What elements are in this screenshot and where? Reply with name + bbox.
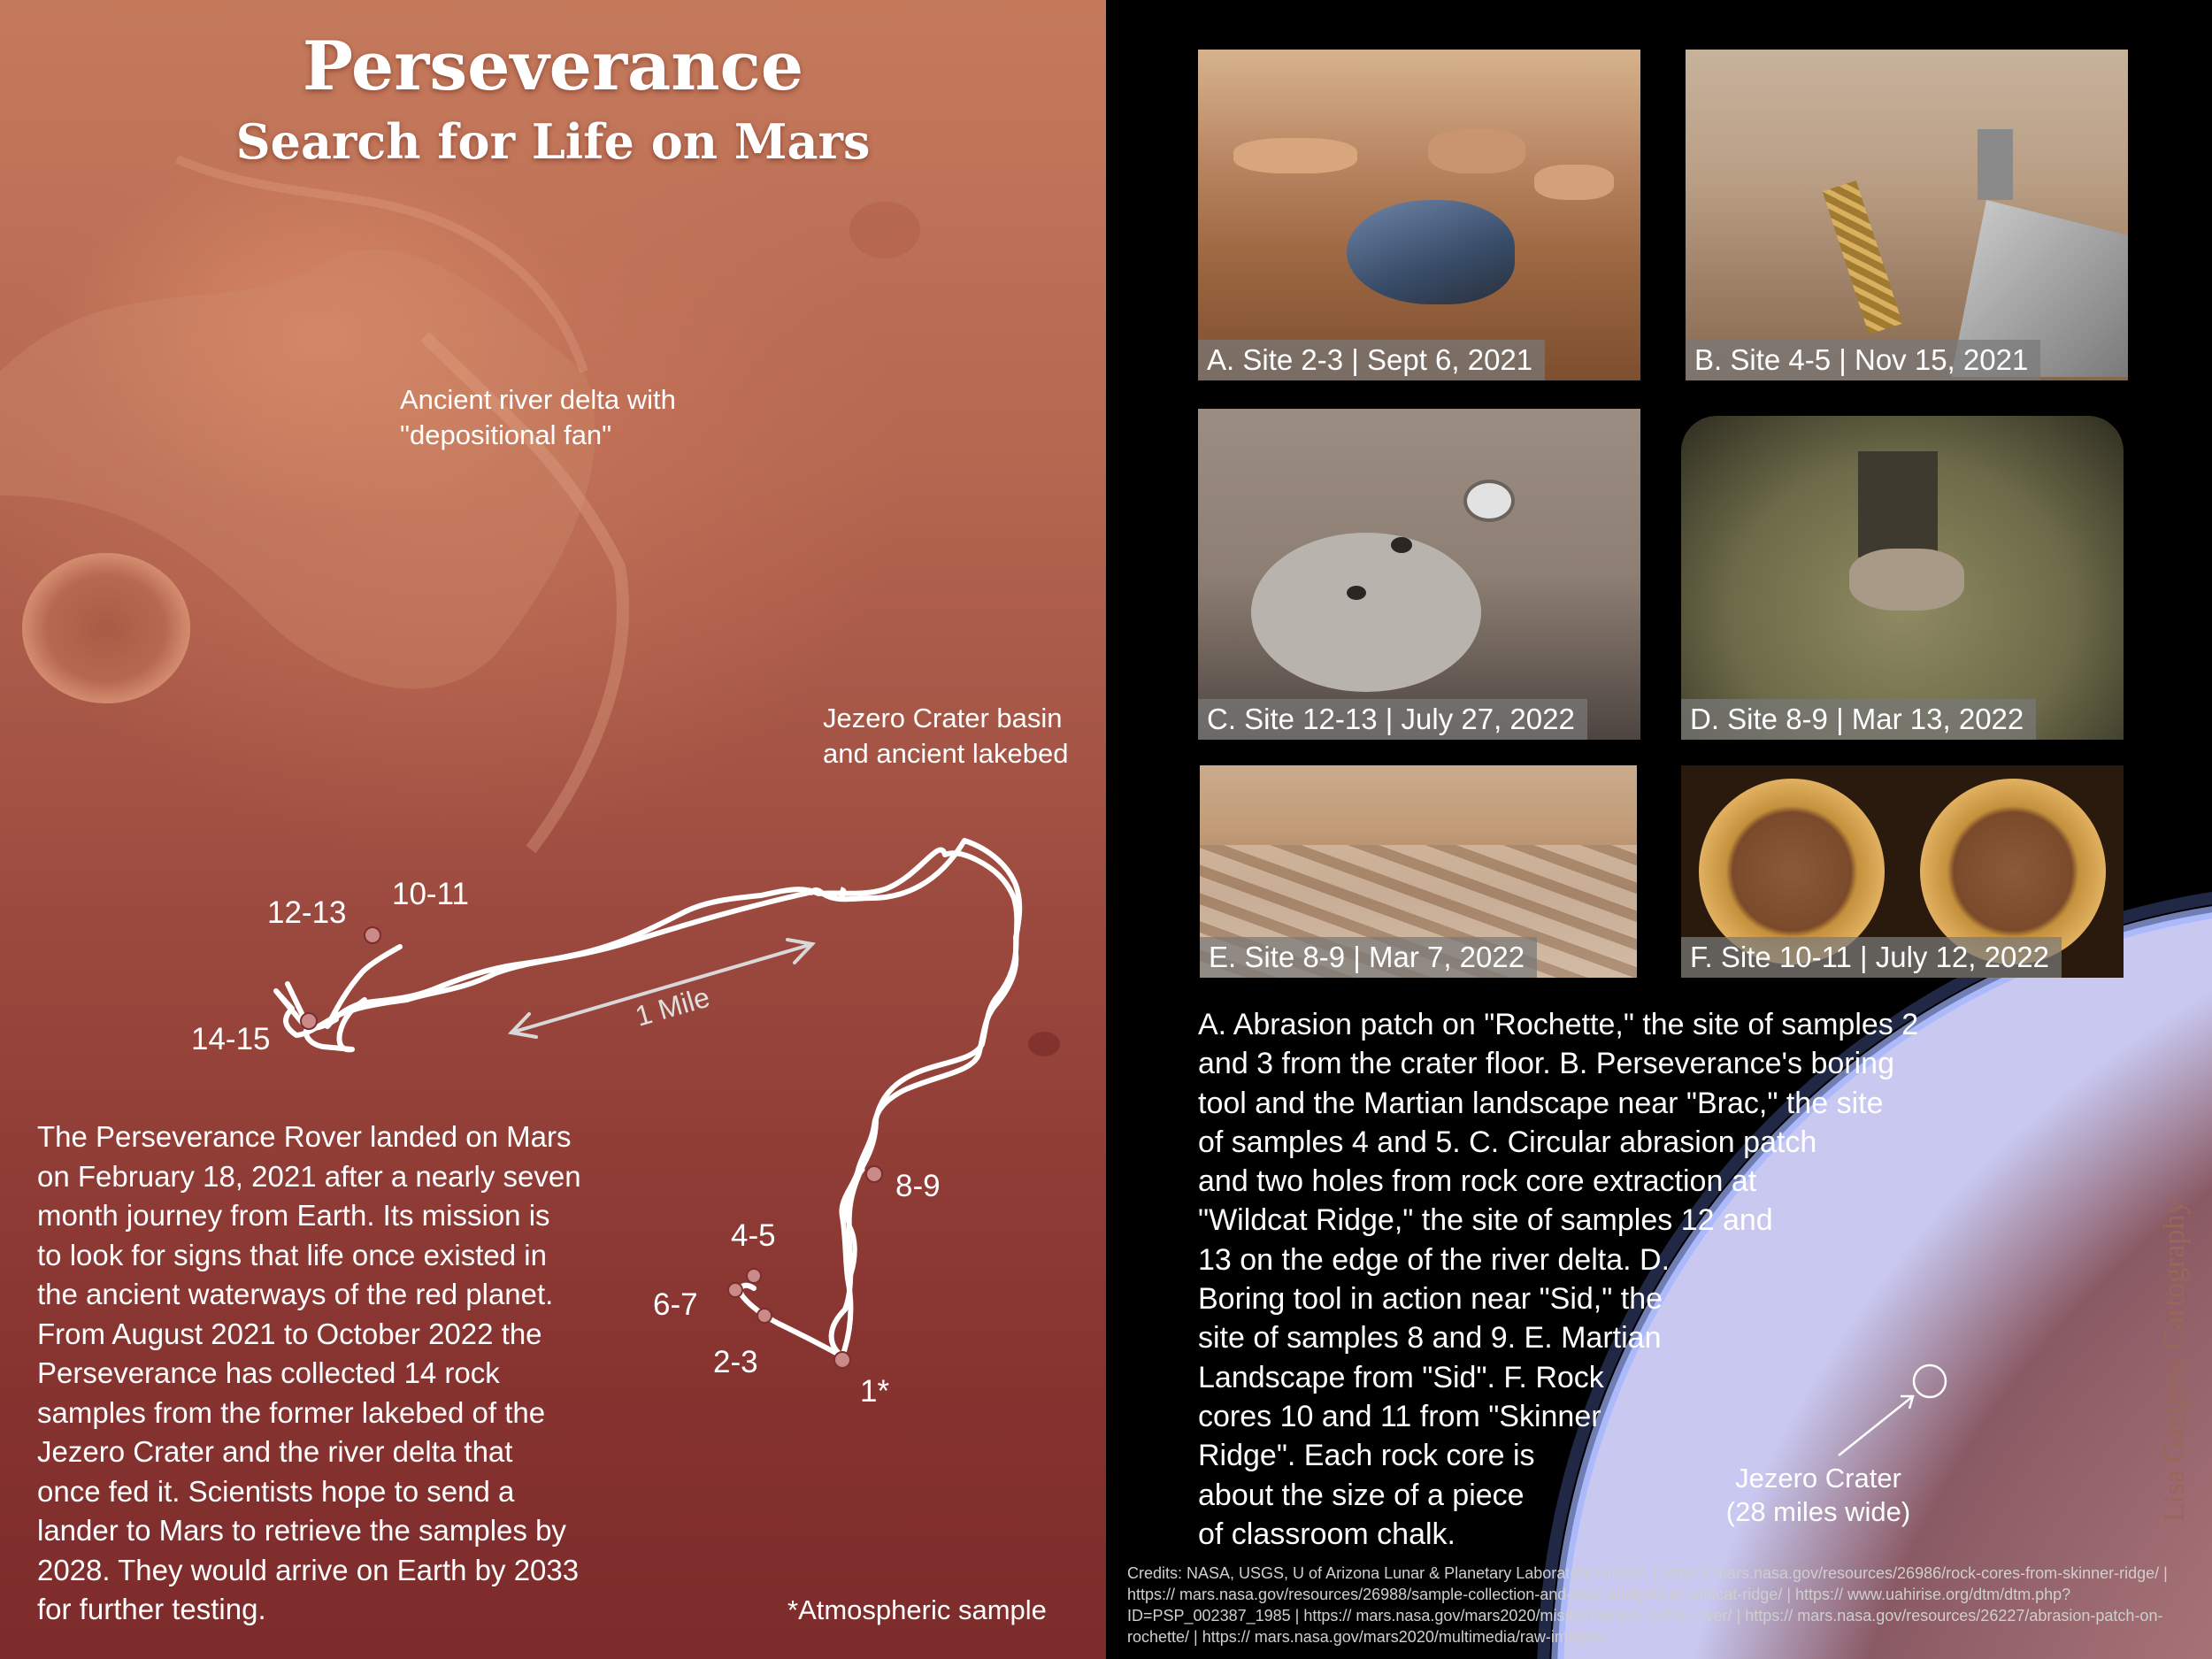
site-marker-4-5 [747,1269,761,1283]
credits: Credits: NASA, USGS, U of Arizona Lunar & Planetary Laboratory HiRISE | https:// mars.nasa.gov/resources/26986/rock-cores-from-skinner-ridge/ | https:// mars.nasa.gov/resources/26988/sample-collection-and-rock-analysis-at-wildcat-ridge/ | https:// www.uahirise.org/dtm/dtm.php?ID=PSP_002387_1985 | https:// mars.nasa.gov/mars2020/mission/where-is-the-rover/ | https:// mars.nasa.gov/resources/26227/abrasion-patch-on-rochette/ | https:// mars.nasa.gov/mars2020/multimedia/raw-images/ [1127,1564,2168,1646]
site-marker-8-9 [866,1166,882,1182]
photo-c-caption: C. Site 12-13 | July 27, 2022 [1198,699,1587,740]
site-label-2-3: 2-3 [713,1345,758,1379]
site-label-12-13: 12-13 [267,895,347,930]
globe-label-line-2: (28 miles wide) [1725,1496,1911,1527]
atmospheric-note: *Atmospheric sample [787,1594,1047,1625]
photo-d [1681,416,2124,740]
photo-panel [1106,0,2212,1659]
scale-label: 1 Mile [632,980,713,1033]
photo-c [1198,409,1640,740]
photo-f-caption: F. Site 10-11 | July 12, 2022 [1681,937,2062,978]
site-label-8-9: 8-9 [895,1169,941,1203]
svg-text:Lisa Gaetjens Cartography: Lisa Gaetjens Cartography [2158,1199,2191,1522]
site-marker-2-3 [757,1309,772,1323]
photo-b-caption: B. Site 4-5 | Nov 15, 2021 [1686,340,2040,380]
site-label-14-15: 14-15 [191,1022,271,1056]
basin-label-line-1: Jezero Crater basin [823,703,1063,733]
photo-f [1681,765,2124,978]
site-marker-14-15 [301,1013,317,1029]
globe-label [1690,1462,1947,1529]
site-marker-10-11 [365,927,380,943]
photo-e [1200,765,1637,978]
basin-label-line-2: and ancient lakebed [823,738,1069,769]
delta-label-line-1: Ancient river delta with [400,384,676,415]
signature [2113,1124,2212,1531]
site-label-6-7: 6-7 [653,1287,698,1322]
site-label-10-11: 10-11 [392,877,469,911]
site-marker-6-7 [728,1283,742,1297]
photo-d-caption: D. Site 8-9 | Mar 13, 2022 [1681,699,2036,740]
delta-label-line-2: "depositional fan" [400,419,612,450]
photo-b [1686,50,2128,380]
globe-label-line-1: Jezero Crater [1735,1463,1901,1494]
photo-a [1198,50,1640,380]
page-title: Perseverance [302,27,804,105]
site-label-4-5: 4-5 [731,1218,776,1253]
intro-paragraph: The Perseverance Rover landed on Mars on February 18, 2021 after a nearly seven month journey from Earth. Its mission is to look for signs that life once existed in the ancient waterways of the red planet. From August 2021 to October 2022 the Perseverance has collected 14 rock samples from the former lakebed of the Jezero Crater and the river delta that once fed it. Scientists hope to send a lander to Mars to retrieve the samples by 2028. They would arrive on Earth by 2033 for further testing. [37,1120,581,1625]
site-marker-1 [834,1352,850,1368]
photo-a-caption: A. Site 2-3 | Sept 6, 2021 [1198,340,1545,380]
photo-e-caption: E. Site 8-9 | Mar 7, 2022 [1200,937,1537,978]
photo-descriptions: A. Abrasion patch on "Rochette," the site of samples 2 and 3 from the crater floor. B. Perseverance's boring tool and the Martian landscape near "Brac," the site of samples 4 and 5. C. Circular abrasion patch and two holes from rock core extraction at "Wildcat Ridge," the site of samples 12 and 13 on the edge of the river delta. D. Boring tool in action near "Sid," the site of samples 8 and 9. E. Martian Landscape from "Sid". F. Rock cores 10 and 11 from "Skinner Ridge". Each rock core is about the size of a piece of classroom chalk. [1198,1008,1919,1551]
site-label-1: 1* [860,1374,890,1409]
page-subtitle: Search for Life on Mars [235,113,871,170]
